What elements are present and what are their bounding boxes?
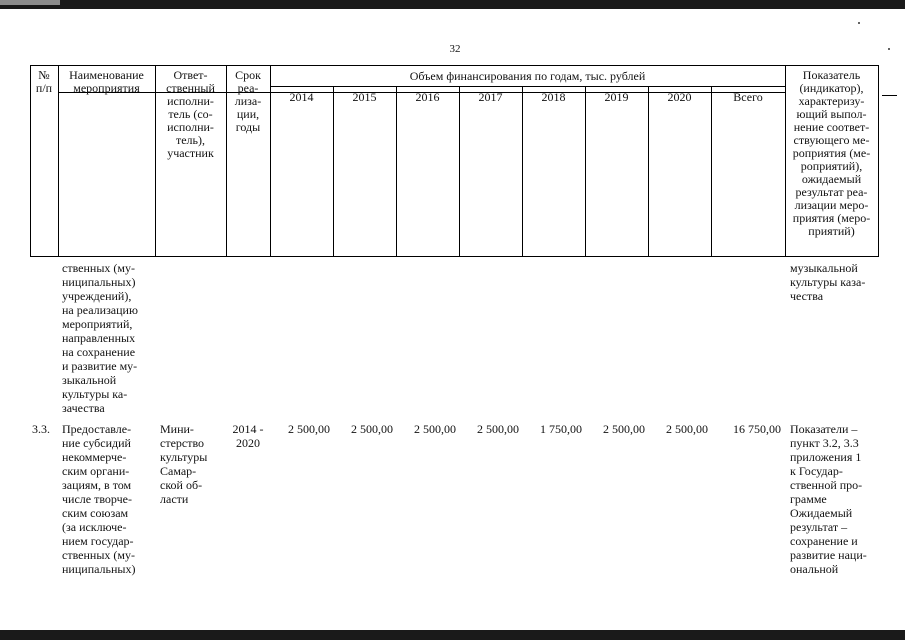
col-line	[648, 86, 649, 257]
funding-header-line	[270, 86, 785, 87]
header-term: Срок реа- лиза- ции, годы	[234, 68, 262, 134]
scan-strike-mark	[882, 95, 897, 96]
header-name: Наименование мероприятия	[69, 68, 144, 95]
header-responsible: Ответ- ственный исполни- тель (со- исполни- тель), участник	[166, 68, 215, 160]
value-total: 16 750,00	[733, 422, 781, 436]
value-2017: 2 500,00	[477, 422, 519, 436]
value-2016: 2 500,00	[414, 422, 456, 436]
value-2019: 2 500,00	[603, 422, 645, 436]
row-indicator: Показатели – пункт 3.2, 3.3 приложения 1 к Государ- ственной про- грамме Ожидаемый результат – сохранение и развитие наци- ональной	[790, 422, 867, 576]
scan-speck	[858, 22, 860, 24]
page-number: 32	[449, 43, 461, 55]
header-year: 2014	[289, 90, 314, 104]
col-line	[333, 86, 334, 257]
col-line	[396, 86, 397, 257]
row-term: 2014 - 2020	[232, 422, 264, 450]
col-line	[459, 86, 460, 257]
header-indicator: Показатель (индикатор), характеризу- ющий выпол- нение соответ- ствующего ме- роприятия (ме- роприятий), ожидаемый результат реа- лизации меро- приятия (меро- приятий)	[792, 68, 871, 238]
scan-top-border	[0, 0, 905, 9]
header-year: 2015	[352, 90, 377, 104]
col-line	[711, 86, 712, 257]
col-line	[878, 65, 879, 257]
header-year: 2019	[604, 90, 629, 104]
value-2020: 2 500,00	[666, 422, 708, 436]
value-2015: 2 500,00	[351, 422, 393, 436]
value-2018: 1 750,00	[540, 422, 582, 436]
header-year: 2018	[541, 90, 566, 104]
row-number: 3.3.	[32, 422, 50, 436]
continued-name: ственных (му- ниципальных) учреждений), на реализацию мероприятий, направленных на сохранение и развитие му- зыкальной культуры ка- зачества	[62, 261, 138, 415]
header-year: 2020	[667, 90, 692, 104]
header-year: 2017	[478, 90, 503, 104]
header-year: 2016	[415, 90, 440, 104]
col-line	[585, 86, 586, 257]
table-top-line	[30, 65, 879, 66]
row-name: Предоставле- ние субсидий некоммерче- ским органи- зациям, в том числе творче- ским союзам (за исключе- нием государ- ственных (му- ниципальных)	[62, 422, 136, 576]
header-total: Всего	[733, 90, 763, 104]
scan-top-edge	[0, 0, 60, 5]
continued-indicator: музыкальной культуры каза- чества	[790, 261, 866, 303]
scan-bottom-border	[0, 630, 905, 640]
value-2014: 2 500,00	[288, 422, 330, 436]
header-funding-title: Объем финансирования по годам, тыс. рублей	[409, 69, 646, 83]
col-line	[522, 86, 523, 257]
scan-speck	[888, 48, 890, 50]
header-bottom-line	[30, 256, 879, 257]
row-responsible: Мини- стерство культуры Самар- ской об- ласти	[160, 422, 208, 506]
header-number: № п/п	[35, 68, 53, 95]
